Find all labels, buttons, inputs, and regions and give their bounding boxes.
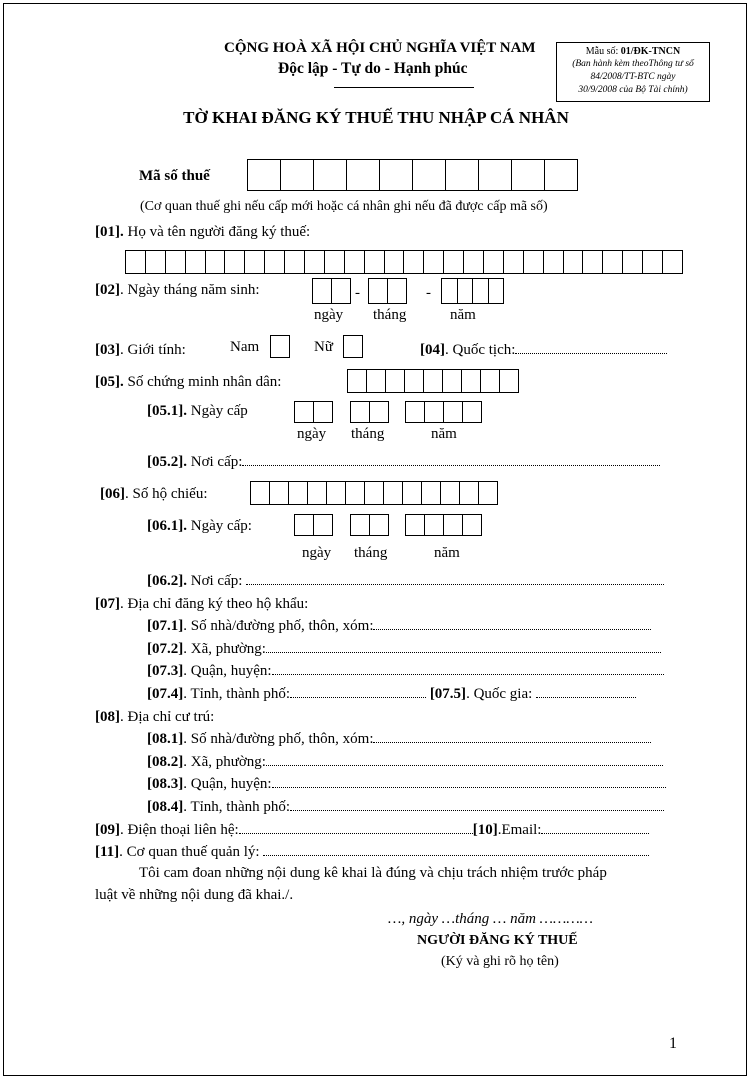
field-09-code: [09] (95, 822, 120, 838)
field-08-4-code: [08.4] (147, 799, 184, 815)
input-cell[interactable] (294, 401, 314, 423)
input-cell[interactable] (622, 250, 643, 274)
field-08-code: [08] (95, 709, 120, 725)
passport-issue-day-label: ngày (302, 545, 332, 561)
input-cell[interactable] (478, 159, 512, 191)
input-cell[interactable] (312, 278, 332, 304)
field-03-label: . Giới tính: (120, 342, 186, 358)
input-cell[interactable] (480, 369, 500, 393)
declaration-line-1: Tôi cam đoan những nội dung kê khai là đúng và chịu trách nhiệm trước pháp (139, 865, 607, 881)
input-cell[interactable] (443, 401, 463, 423)
form-code-box (556, 42, 710, 102)
form-code-label: Mẫu số: (585, 46, 621, 57)
gender-female-checkbox[interactable] (343, 335, 363, 358)
id-issue-month-boxes[interactable] (350, 401, 388, 423)
field-06-2-label: Nơi cấp: (187, 573, 247, 589)
input-cell[interactable] (483, 250, 504, 274)
input-cell[interactable] (350, 401, 370, 423)
input-cell[interactable] (543, 250, 564, 274)
field-05-code: [05]. (95, 374, 124, 390)
field-08-1-code: [08.1] (147, 731, 184, 747)
field-07-4-code: [07.4] (147, 686, 184, 702)
input-cell[interactable] (424, 514, 444, 536)
field-05-2-code: [05.2]. (147, 454, 187, 470)
input-cell[interactable] (461, 369, 481, 393)
input-cell[interactable] (304, 250, 325, 274)
tax-office-line[interactable] (263, 844, 649, 856)
input-cell[interactable] (488, 278, 505, 304)
input-cell[interactable] (662, 250, 683, 274)
nationality-line[interactable] (515, 342, 667, 354)
passport-issue-day-boxes[interactable] (294, 514, 332, 536)
passport-number-boxes[interactable] (250, 481, 497, 505)
input-cell[interactable] (421, 481, 441, 505)
field-08-1-label: . Số nhà/đường phố, thôn, xóm: (183, 731, 374, 747)
res-street-line[interactable] (373, 731, 651, 743)
passport-issue-place-line[interactable] (246, 573, 664, 585)
input-cell[interactable] (344, 250, 365, 274)
input-cell[interactable] (478, 481, 498, 505)
input-cell[interactable] (313, 401, 333, 423)
input-cell[interactable] (125, 250, 146, 274)
input-cell[interactable] (269, 481, 289, 505)
input-cell[interactable] (402, 481, 422, 505)
input-cell[interactable] (364, 250, 385, 274)
field-05-2-label: Nơi cấp: (187, 454, 243, 470)
input-cell[interactable] (145, 250, 166, 274)
field-08-4-label: . Tỉnh, thành phố: (183, 799, 291, 815)
field-04-label: . Quốc tịch: (445, 342, 516, 358)
form-note-3: 30/9/2008 của Bộ Tài chính) (578, 85, 688, 95)
input-cell[interactable] (280, 159, 314, 191)
input-cell[interactable] (424, 401, 444, 423)
fullname-boxes[interactable] (125, 250, 682, 274)
field-06-1-label: Ngày cấp: (187, 518, 252, 534)
input-cell[interactable] (523, 250, 544, 274)
field-07-code: [07] (95, 596, 120, 612)
field-07-2-code: [07.2] (147, 641, 184, 657)
field-08-2-label: . Xã, phường: (183, 754, 266, 770)
id-issue-year-label: năm (431, 426, 457, 442)
input-cell[interactable] (165, 250, 186, 274)
input-cell[interactable] (442, 369, 462, 393)
input-cell[interactable] (284, 250, 305, 274)
birth-month-label: tháng (373, 307, 407, 323)
field-08-3-code: [08.3] (147, 776, 184, 792)
input-cell[interactable] (503, 250, 524, 274)
motto: Độc lập - Tự do - Hạnh phúc (278, 60, 468, 77)
input-cell[interactable] (347, 369, 367, 393)
input-cell[interactable] (383, 481, 403, 505)
field-06-1-code: [06.1]. (147, 518, 187, 534)
input-cell[interactable] (405, 514, 425, 536)
input-cell[interactable] (326, 481, 346, 505)
page-number: 1 (669, 1035, 677, 1052)
declaration-line-2: luật về những nội dung đã khai./. (95, 887, 294, 903)
input-cell[interactable] (324, 250, 345, 274)
field-09-label: . Điện thoại liên hệ: (120, 822, 239, 838)
tax-code-boxes[interactable] (247, 159, 577, 191)
field-01-label: Họ và tên người đăng ký thuế: (123, 224, 311, 240)
perm-country-line[interactable] (536, 686, 636, 698)
id-issue-year-boxes[interactable] (405, 401, 481, 423)
input-cell[interactable] (412, 159, 446, 191)
birth-day-label: ngày (314, 307, 344, 323)
res-ward-line[interactable] (266, 754, 663, 766)
field-07-label: . Địa chỉ đăng ký theo hộ khẩu: (120, 596, 309, 612)
motto-underline (334, 87, 474, 88)
input-cell[interactable] (369, 401, 389, 423)
field-08-3-label: . Quận, huyện: (183, 776, 272, 792)
input-cell[interactable] (387, 278, 407, 304)
input-cell[interactable] (264, 250, 285, 274)
input-cell[interactable] (331, 278, 351, 304)
field-07-3-label: . Quận, huyện: (183, 663, 272, 679)
field-05-1-code: [05.1]. (147, 403, 187, 419)
field-11-code: [11] (95, 844, 120, 860)
field-10-label: .Email: (497, 822, 542, 838)
perm-street-line[interactable] (373, 618, 651, 630)
field-03-code: [03] (95, 342, 120, 358)
passport-issue-month-label: tháng (354, 545, 388, 561)
signature-note: (Ký và ghi rõ họ tên) (441, 954, 559, 969)
perm-province-line[interactable] (290, 686, 426, 698)
input-cell[interactable] (350, 514, 370, 536)
input-cell[interactable] (445, 159, 479, 191)
passport-issue-year-label: năm (434, 545, 460, 561)
signature-date-line: …, ngày …tháng … năm ………… (388, 911, 594, 927)
field-07-1-label: . Số nhà/đường phố, thôn, xóm: (183, 618, 374, 634)
input-cell[interactable] (423, 369, 443, 393)
field-11-label: . Cơ quan thuế quản lý: (119, 844, 264, 860)
res-district-line[interactable] (272, 776, 666, 788)
id-issue-month-label: tháng (351, 426, 385, 442)
form-code: 01/ĐK-TNCN (620, 46, 681, 57)
input-cell[interactable] (345, 481, 365, 505)
form-title: TỜ KHAI ĐĂNG KÝ THUẾ THU NHẬP CÁ NHÂN (183, 108, 569, 127)
form-note-2: 84/2008/TT-BTC ngày (590, 72, 676, 82)
input-cell[interactable] (441, 278, 458, 304)
input-cell[interactable] (472, 278, 489, 304)
field-07-4-label: . Tỉnh, thành phố: (183, 686, 291, 702)
field-07-5-code: [07.5] (429, 686, 467, 702)
perm-ward-line[interactable] (266, 641, 661, 653)
input-cell[interactable] (457, 278, 474, 304)
passport-issue-year-boxes[interactable] (405, 514, 481, 536)
input-cell[interactable] (440, 481, 460, 505)
input-cell[interactable] (294, 514, 314, 536)
field-10-code: [10] (472, 822, 498, 838)
res-province-line[interactable] (290, 799, 664, 811)
field-05-label: Số chứng minh nhân dân: (123, 374, 282, 390)
input-cell[interactable] (205, 250, 226, 274)
field-07-5-label: . Quốc gia: (466, 686, 537, 702)
field-02-label: . Ngày tháng năm sinh: (120, 282, 260, 298)
id-number-boxes[interactable] (347, 369, 518, 393)
id-issue-place-line[interactable] (242, 454, 660, 466)
field-06-2-code: [06.2]. (147, 573, 187, 589)
phone-line[interactable] (239, 822, 473, 834)
form-note-1: (Ban hành kèm theoThông tư số (572, 59, 694, 69)
input-cell[interactable] (459, 481, 479, 505)
field-05-1-label: Ngày cấp (187, 403, 248, 419)
gender-male-label: Nam (230, 339, 260, 355)
input-cell[interactable] (368, 278, 388, 304)
passport-issue-month-boxes[interactable] (350, 514, 388, 536)
input-cell[interactable] (346, 159, 380, 191)
signature-title: NGƯỜI ĐĂNG KÝ THUẾ (417, 933, 578, 948)
gender-female-label: Nữ (314, 339, 333, 355)
field-06-label: . Số hộ chiếu: (125, 486, 208, 502)
input-cell[interactable] (403, 250, 424, 274)
input-cell[interactable] (366, 369, 386, 393)
birth-year-boxes[interactable] (441, 278, 503, 304)
field-06-code: [06] (100, 486, 125, 502)
input-cell[interactable] (443, 250, 464, 274)
input-cell[interactable] (443, 514, 463, 536)
input-cell[interactable] (385, 369, 405, 393)
input-cell[interactable] (462, 514, 482, 536)
id-issue-day-label: ngày (297, 426, 327, 442)
id-issue-day-boxes[interactable] (294, 401, 332, 423)
tax-code-label: Mã số thuế (139, 168, 210, 184)
form-page (3, 3, 747, 1076)
input-cell[interactable] (185, 250, 206, 274)
input-cell[interactable] (544, 159, 578, 191)
gender-male-checkbox[interactable] (270, 335, 290, 358)
input-cell[interactable] (379, 159, 413, 191)
perm-district-line[interactable] (272, 663, 664, 675)
birth-year-label: năm (450, 307, 476, 323)
field-02-code: [02] (95, 282, 120, 298)
field-04-code: [04] (420, 342, 445, 358)
birth-month-boxes[interactable] (368, 278, 406, 304)
input-cell[interactable] (313, 159, 347, 191)
input-cell[interactable] (423, 250, 444, 274)
field-01-code: [01]. (95, 224, 124, 240)
input-cell[interactable] (224, 250, 245, 274)
field-08-2-code: [08.2] (147, 754, 184, 770)
tax-code-note: (Cơ quan thuế ghi nếu cấp mới hoặc cá nhân ghi nếu đã được cấp mã số) (140, 199, 548, 214)
field-07-3-code: [07.3] (147, 663, 184, 679)
input-cell[interactable] (288, 481, 308, 505)
input-cell[interactable] (405, 401, 425, 423)
input-cell[interactable] (602, 250, 623, 274)
input-cell[interactable] (462, 401, 482, 423)
input-cell[interactable] (244, 250, 265, 274)
email-line[interactable] (541, 822, 649, 834)
input-cell[interactable] (511, 159, 545, 191)
field-07-1-code: [07.1] (147, 618, 184, 634)
input-cell[interactable] (364, 481, 384, 505)
input-cell[interactable] (313, 514, 333, 536)
birth-dash-1: - (355, 285, 360, 301)
field-07-2-label: . Xã, phường: (183, 641, 266, 657)
birth-dash-2: - (426, 285, 431, 301)
input-cell[interactable] (463, 250, 484, 274)
input-cell[interactable] (582, 250, 603, 274)
input-cell[interactable] (247, 159, 281, 191)
input-cell[interactable] (499, 369, 519, 393)
input-cell[interactable] (563, 250, 584, 274)
field-08-label: . Địa chỉ cư trú: (120, 709, 215, 725)
input-cell[interactable] (642, 250, 663, 274)
input-cell[interactable] (384, 250, 405, 274)
nation-heading: CỘNG HOÀ XÃ HỘI CHỦ NGHĨA VIỆT NAM (224, 40, 536, 56)
input-cell[interactable] (369, 514, 389, 536)
input-cell[interactable] (404, 369, 424, 393)
birth-day-boxes[interactable] (312, 278, 350, 304)
input-cell[interactable] (250, 481, 270, 505)
input-cell[interactable] (307, 481, 327, 505)
